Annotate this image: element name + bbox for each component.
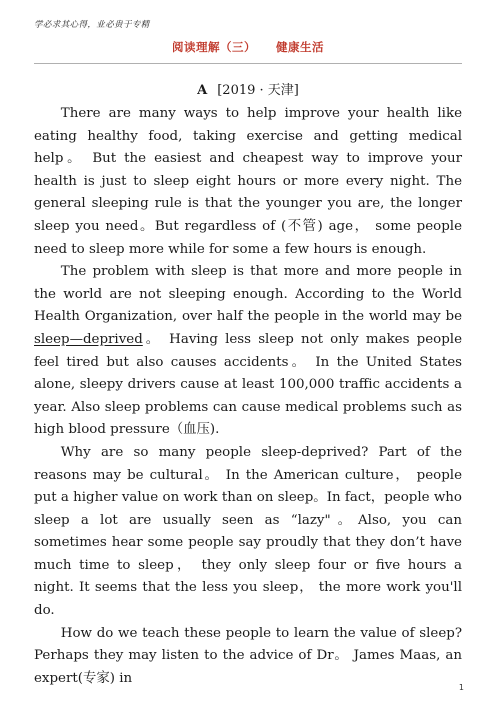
paragraph-1: There are many ways to help improve your health like eating healthy food, taking exercise and getting medical help。 But the easiest and cheapest way to improve your health is just to sleep eight hours or more every night. The general sleeping rule is that the younger you are, the longer sleep you need。But regardless of (不管) age， some people need to sleep more while for some a few hours is enough.: [34, 106, 462, 257]
passage-heading: [0, 79, 496, 98]
passage-label: A: [197, 83, 208, 98]
header-divider: [34, 63, 462, 64]
underlined-word: sleep—deprived: [34, 331, 143, 347]
passage-source: [2019 · 天津]: [217, 83, 299, 98]
paragraph-4: How do we teach these people to learn the value of sleep? Perhaps they may listen to the advice of Dr。 James Maas, an expert(专家) in: [34, 625, 462, 686]
section-title-left: 阅读理解（三）: [172, 40, 256, 54]
passage-body: [34, 103, 462, 690]
section-title: [0, 39, 496, 55]
paragraph-2-start: The problem with sleep is that more and more people in the world are not sleeping enough. According to the World Health Organization, over half the people in the world may be: [34, 264, 462, 325]
paragraph-2: [34, 261, 462, 442]
paragraph-3: Why are so many people sleep-deprived? Part of the reasons may be cultural。 In the American culture， people put a higher value on work than on sleep。In fact，people who sleep a lot are usually seen as “lazy"。Also, you can sometimes hear some people say proudly that they don’t have much time to sleep， they only sleep four or five hours a night. It seems that the less you sleep， the more work you'll do.: [34, 444, 462, 619]
page-number: 1: [458, 683, 464, 692]
paragraph-2-end: 。 Having less sleep not only makes people feel tired but also causes accidents。 In the United States alone, sleepy drivers cause at least 100,000 traffic accidents a year. Also sleep problems can cause medical problems such as high blood pressure（血压).: [34, 331, 462, 438]
section-title-right: 健康生活: [276, 40, 324, 54]
header-motto: 学必求其心得，业必贵于专精: [34, 20, 150, 30]
